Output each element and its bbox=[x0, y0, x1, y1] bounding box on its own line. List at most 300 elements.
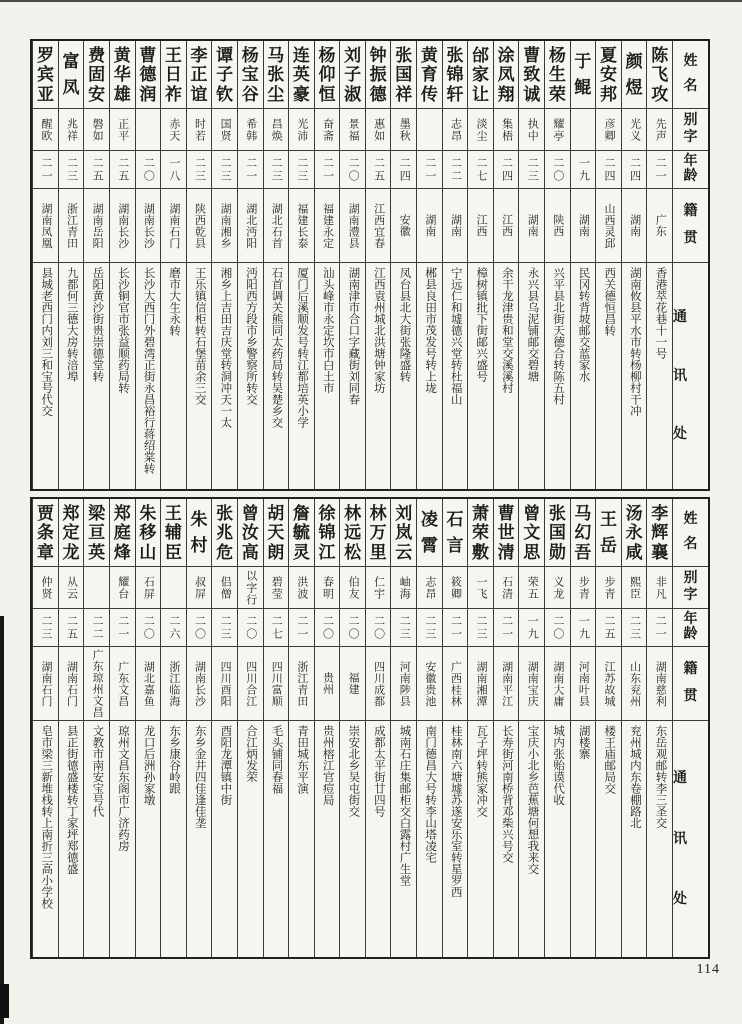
native-cell-text: 河南叶县 bbox=[577, 660, 590, 707]
name-cell: 萧 荣 敷 bbox=[468, 499, 493, 567]
address-cell bbox=[59, 263, 84, 489]
address-cell bbox=[110, 721, 135, 957]
address-cell bbox=[417, 263, 442, 489]
courtesy-cell-text: 义龙 bbox=[551, 575, 564, 600]
courtesy-cell bbox=[494, 567, 519, 609]
courtesy-cell-text: 时若 bbox=[193, 117, 206, 142]
age-cell-text: 二〇 bbox=[142, 614, 155, 641]
courtesy-cell-text: 伯友 bbox=[347, 575, 360, 600]
courtesy-cell-text: 从云 bbox=[65, 575, 78, 600]
native-cell bbox=[238, 647, 263, 721]
native-cell bbox=[571, 189, 596, 263]
entry-column bbox=[263, 499, 289, 957]
native-cell bbox=[187, 189, 212, 263]
courtesy-cell-text: 集梧 bbox=[500, 117, 513, 142]
courtesy-cell bbox=[187, 109, 212, 151]
address-cell-text: 成都太平街廿四号 bbox=[372, 725, 385, 817]
entry-column bbox=[493, 499, 519, 957]
native-cell-text: 广西桂林 bbox=[449, 660, 462, 707]
header-name: 姓 名 bbox=[673, 499, 708, 567]
address-cell bbox=[110, 263, 135, 489]
native-cell bbox=[519, 189, 544, 263]
address-cell-text: 湖南攸县平水市转杨柳村干冲 bbox=[628, 267, 641, 417]
address-cell bbox=[84, 721, 109, 957]
age-cell bbox=[33, 609, 58, 647]
age-cell bbox=[391, 609, 416, 647]
scan-edge-top bbox=[0, 0, 742, 2]
age-cell-text: 二一 bbox=[500, 614, 513, 641]
entry-column bbox=[135, 41, 161, 489]
native-cell-text: 湖南 bbox=[628, 214, 641, 237]
address-cell-text: 长沙大西门外碧湾正街永昌裕行蒋绍棠转 bbox=[142, 267, 155, 474]
age-cell bbox=[264, 609, 289, 647]
courtesy-cell bbox=[136, 109, 161, 151]
courtesy-cell bbox=[136, 567, 161, 609]
age-cell bbox=[545, 609, 570, 647]
courtesy-cell bbox=[366, 109, 391, 151]
courtesy-cell bbox=[596, 109, 621, 151]
native-cell-text: 湖北石首 bbox=[270, 202, 283, 249]
native-cell bbox=[136, 189, 161, 263]
age-cell-text: 二〇 bbox=[142, 156, 155, 183]
address-cell bbox=[238, 263, 263, 489]
age-cell-text: 二四 bbox=[398, 156, 411, 183]
native-cell bbox=[545, 647, 570, 721]
header-native: 籍 贯 bbox=[673, 647, 708, 721]
courtesy-cell bbox=[110, 567, 135, 609]
age-cell-text: 二三 bbox=[475, 614, 488, 641]
age-cell bbox=[315, 151, 340, 189]
age-cell-text: 二一 bbox=[244, 156, 257, 183]
native-cell bbox=[315, 647, 340, 721]
name-cell: 刘 岚 云 bbox=[391, 499, 416, 567]
age-cell bbox=[596, 609, 621, 647]
address-cell bbox=[366, 721, 391, 957]
age-cell bbox=[571, 151, 596, 189]
native-cell-text: 湖南 bbox=[449, 214, 462, 237]
age-cell-text: 二一 bbox=[295, 614, 308, 641]
entry-column bbox=[390, 41, 416, 489]
age-cell bbox=[366, 609, 391, 647]
native-cell bbox=[494, 189, 519, 263]
name-cell: 富 凤 bbox=[59, 41, 84, 109]
header-column bbox=[672, 499, 708, 957]
courtesy-cell-text: 步青 bbox=[577, 575, 590, 600]
courtesy-cell-text: 仲贤 bbox=[39, 575, 52, 600]
address-cell-text: 王乐镇信柜转石堡苗余三交 bbox=[193, 267, 206, 405]
courtesy-cell bbox=[33, 567, 58, 609]
native-cell bbox=[417, 647, 442, 721]
name-cell: 林 万 里 bbox=[366, 499, 391, 567]
courtesy-cell bbox=[571, 567, 596, 609]
courtesy-cell-text: 执中 bbox=[526, 117, 539, 142]
native-cell bbox=[212, 189, 237, 263]
age-cell-text: 二五 bbox=[603, 614, 616, 641]
name-cell: 凌 霄 bbox=[417, 499, 442, 567]
age-cell-text: 二〇 bbox=[347, 156, 360, 183]
age-cell-text: 二〇 bbox=[551, 614, 564, 641]
courtesy-cell bbox=[161, 109, 186, 151]
name-cell: 曹 世 清 bbox=[494, 499, 519, 567]
entry-column bbox=[442, 499, 468, 957]
age-cell bbox=[187, 609, 212, 647]
address-cell-text: 瓦子坪转熊家冲交 bbox=[475, 725, 488, 817]
age-cell bbox=[571, 609, 596, 647]
entry-column bbox=[109, 41, 135, 489]
native-cell-text: 广东琼州文昌 bbox=[91, 649, 104, 718]
native-cell bbox=[84, 647, 109, 721]
courtesy-cell-text: 耀亭 bbox=[551, 117, 564, 142]
native-cell-text: 湖南澧县 bbox=[347, 202, 360, 249]
age-cell bbox=[391, 151, 416, 189]
entry-column bbox=[442, 41, 468, 489]
courtesy-cell-text: 荣五 bbox=[526, 575, 539, 600]
courtesy-cell-text: 昌焕 bbox=[270, 117, 283, 142]
native-cell bbox=[212, 647, 237, 721]
age-cell bbox=[289, 151, 314, 189]
courtesy-cell-text: 碧莹 bbox=[270, 575, 283, 600]
courtesy-cell bbox=[647, 567, 672, 609]
entry-column bbox=[390, 499, 416, 957]
age-cell bbox=[136, 151, 161, 189]
age-cell-text: 二五 bbox=[91, 156, 104, 183]
name-cell: 费 固 安 bbox=[84, 41, 109, 109]
address-cell bbox=[340, 721, 365, 957]
name-cell: 钟 振 德 bbox=[366, 41, 391, 109]
age-cell-text: 二二 bbox=[449, 156, 462, 183]
name-cell: 李 正 谊 bbox=[187, 41, 212, 109]
native-cell bbox=[468, 189, 493, 263]
address-cell bbox=[264, 721, 289, 957]
courtesy-cell bbox=[545, 109, 570, 151]
address-cell-text: 城内张贻谟代收 bbox=[552, 725, 565, 806]
header-zi: 别 字 bbox=[673, 109, 708, 151]
age-cell bbox=[289, 609, 314, 647]
courtesy-cell-text: 仁宇 bbox=[372, 575, 385, 600]
address-cell-text: 长沙铜官市张益顺药局转 bbox=[116, 267, 129, 394]
native-cell-text: 湖北沔阳 bbox=[244, 202, 257, 249]
courtesy-cell bbox=[468, 567, 493, 609]
name-cell: 胡 天 朗 bbox=[264, 499, 289, 567]
age-cell-text: 二三 bbox=[270, 156, 283, 183]
courtesy-cell-text: 墨秋 bbox=[398, 117, 411, 142]
address-cell bbox=[238, 721, 263, 957]
entry-column bbox=[518, 499, 544, 957]
name-cell: 曹 德 润 bbox=[136, 41, 161, 109]
age-cell bbox=[110, 609, 135, 647]
address-cell-text: 西关德恒昌转 bbox=[603, 267, 616, 336]
native-cell-text: 四川成都 bbox=[372, 660, 385, 707]
age-cell bbox=[647, 151, 672, 189]
address-cell bbox=[212, 721, 237, 957]
age-cell bbox=[417, 609, 442, 647]
address-cell-text: 湖楼寨 bbox=[577, 725, 590, 760]
address-cell-text: 樟树镇批下街邮兴盛号 bbox=[475, 267, 488, 382]
native-cell bbox=[110, 189, 135, 263]
native-cell bbox=[596, 647, 621, 721]
courtesy-cell bbox=[622, 567, 647, 609]
header-column bbox=[672, 41, 708, 489]
courtesy-cell bbox=[33, 109, 58, 151]
age-cell-text: 二七 bbox=[475, 156, 488, 183]
address-cell-text: 毛头铺同春福 bbox=[270, 725, 283, 794]
native-cell bbox=[622, 647, 647, 721]
native-cell bbox=[238, 189, 263, 263]
address-cell bbox=[340, 263, 365, 489]
courtesy-cell bbox=[571, 109, 596, 151]
age-cell-text: 二一 bbox=[321, 156, 334, 183]
age-cell-text: 二一 bbox=[654, 156, 667, 183]
address-cell bbox=[468, 721, 493, 957]
age-cell-text: 二四 bbox=[500, 156, 513, 183]
address-cell-text: 贵州榕江官痘局 bbox=[321, 725, 334, 806]
courtesy-cell-text: 耀台 bbox=[116, 575, 129, 600]
address-cell bbox=[264, 263, 289, 489]
name-cell: 王 日 祚 bbox=[161, 41, 186, 109]
address-cell bbox=[391, 721, 416, 957]
age-cell bbox=[212, 151, 237, 189]
age-cell-text: 二五 bbox=[116, 156, 129, 183]
native-cell-text: 湖南宝庆 bbox=[526, 660, 539, 707]
age-cell-text: 二一 bbox=[449, 614, 462, 641]
native-cell-text: 湖南石门 bbox=[65, 660, 78, 707]
courtesy-cell-text: 国贤 bbox=[219, 117, 232, 142]
native-cell-text: 湖南慈利 bbox=[654, 660, 667, 707]
address-cell bbox=[59, 721, 84, 957]
address-cell bbox=[187, 721, 212, 957]
age-cell-text: 二三 bbox=[65, 156, 78, 183]
native-cell bbox=[264, 189, 289, 263]
address-cell-text: 岳阳黄沙街贵崇德堂转 bbox=[91, 267, 104, 382]
name-cell: 徐 锦 江 bbox=[315, 499, 340, 567]
entry-column bbox=[211, 41, 237, 489]
native-cell bbox=[417, 189, 442, 263]
name-cell: 颜 煜 bbox=[622, 41, 647, 109]
age-cell bbox=[622, 151, 647, 189]
address-cell-text: 宁远仁和墟德兴堂转杜福山 bbox=[449, 267, 462, 405]
address-cell bbox=[187, 263, 212, 489]
name-cell: 曹 致 诚 bbox=[519, 41, 544, 109]
age-cell bbox=[494, 609, 519, 647]
address-cell-text: 崇安北乡吴屯街交 bbox=[347, 725, 360, 817]
age-cell-text: 二四 bbox=[628, 156, 641, 183]
native-cell bbox=[391, 189, 416, 263]
address-cell bbox=[494, 263, 519, 489]
native-cell bbox=[494, 647, 519, 721]
age-cell bbox=[519, 151, 544, 189]
courtesy-cell-text: 熙臣 bbox=[628, 575, 641, 600]
native-cell bbox=[340, 189, 365, 263]
age-cell-text: 二三 bbox=[526, 156, 539, 183]
name-cell: 贾 条 章 bbox=[33, 499, 58, 567]
age-cell bbox=[187, 151, 212, 189]
name-cell: 张 锦 轩 bbox=[443, 41, 468, 109]
address-cell bbox=[622, 721, 647, 957]
courtesy-cell bbox=[494, 109, 519, 151]
courtesy-cell-text: 岫海 bbox=[398, 575, 411, 600]
native-cell-text: 湖南石门 bbox=[39, 660, 52, 707]
native-cell-text: 湖南大庸 bbox=[551, 660, 564, 707]
header-contact: 通 讯 处 bbox=[673, 310, 687, 442]
address-cell-text: 东乡金井四佳逢佳垄 bbox=[193, 725, 206, 829]
name-cell: 黄 育 传 bbox=[417, 41, 442, 109]
age-cell bbox=[136, 609, 161, 647]
courtesy-cell-text: 淡尘 bbox=[475, 117, 488, 142]
age-cell bbox=[596, 151, 621, 189]
native-cell bbox=[443, 189, 468, 263]
age-cell bbox=[417, 151, 442, 189]
address-cell-text: 合江炳发荣 bbox=[244, 725, 257, 783]
native-cell-text: 四川富顺 bbox=[270, 660, 283, 707]
age-cell-text: 二五 bbox=[65, 614, 78, 641]
name-cell: 杨 宝 谷 bbox=[238, 41, 263, 109]
address-cell-text: 东岳观邮转李三圣交 bbox=[654, 725, 667, 829]
age-cell-text: 二三 bbox=[39, 614, 52, 641]
native-cell-text: 湖南长沙 bbox=[116, 202, 129, 249]
courtesy-cell bbox=[187, 567, 212, 609]
courtesy-cell bbox=[596, 567, 621, 609]
native-cell-text: 湖南岳阳 bbox=[91, 202, 104, 249]
address-cell-text: 厦门后溪顺发号转江都培英小学 bbox=[296, 267, 309, 428]
native-cell-text: 湖南长沙 bbox=[193, 660, 206, 707]
age-cell bbox=[161, 609, 186, 647]
native-cell bbox=[315, 189, 340, 263]
courtesy-cell bbox=[417, 567, 442, 609]
address-cell bbox=[161, 263, 186, 489]
name-cell: 梁 亘 英 bbox=[84, 499, 109, 567]
courtesy-cell bbox=[161, 567, 186, 609]
age-cell-text: 一九 bbox=[577, 614, 590, 641]
name-cell: 刘 子 淑 bbox=[340, 41, 365, 109]
native-cell bbox=[545, 189, 570, 263]
native-cell bbox=[136, 647, 161, 721]
courtesy-cell-text: 奋斋 bbox=[321, 117, 334, 142]
native-cell-text: 安徽 bbox=[398, 214, 411, 237]
courtesy-cell bbox=[84, 109, 109, 151]
courtesy-cell-text: 洪波 bbox=[295, 575, 308, 600]
entry-column bbox=[365, 41, 391, 489]
age-cell bbox=[238, 151, 263, 189]
courtesy-cell bbox=[391, 109, 416, 151]
address-cell bbox=[443, 721, 468, 957]
address-cell bbox=[596, 263, 621, 489]
entry-column bbox=[314, 499, 340, 957]
native-cell bbox=[33, 189, 58, 263]
address-cell bbox=[136, 263, 161, 489]
entry-column bbox=[314, 41, 340, 489]
courtesy-cell bbox=[417, 109, 442, 151]
name-cell: 朱 移 山 bbox=[136, 499, 161, 567]
address-cell-text: 香港萃花巷十一号 bbox=[654, 267, 667, 359]
native-cell-text: 陕西乾县 bbox=[193, 202, 206, 249]
name-cell: 罗 宾 亚 bbox=[33, 41, 58, 109]
courtesy-cell bbox=[340, 567, 365, 609]
native-cell-text: 湖南 bbox=[526, 214, 539, 237]
age-cell bbox=[59, 609, 84, 647]
courtesy-cell bbox=[468, 109, 493, 151]
age-cell bbox=[340, 151, 365, 189]
native-cell-text: 湖南 bbox=[577, 214, 590, 237]
native-cell bbox=[161, 647, 186, 721]
age-cell bbox=[443, 609, 468, 647]
address-cell-text: 桂林南六塘墟苏遂安乐室转星罗西 bbox=[449, 725, 462, 898]
native-cell-text: 广东 bbox=[654, 214, 667, 237]
age-cell-text: 二〇 bbox=[321, 614, 334, 641]
age-cell bbox=[315, 609, 340, 647]
courtesy-cell-text: 先声 bbox=[654, 117, 667, 142]
courtesy-cell-text: 醒欧 bbox=[39, 117, 52, 142]
entry-column bbox=[339, 41, 365, 489]
address-cell-text: 琼州文昌东阁市广济药房 bbox=[116, 725, 129, 852]
courtesy-cell-text: 彦卿 bbox=[603, 117, 616, 142]
native-cell-text: 江西 bbox=[475, 214, 488, 237]
name-cell: 马 幻 吾 bbox=[571, 499, 596, 567]
age-cell-text: 二〇 bbox=[193, 614, 206, 641]
entry-column bbox=[595, 41, 621, 489]
courtesy-cell bbox=[264, 567, 289, 609]
age-cell bbox=[647, 609, 672, 647]
courtesy-cell bbox=[110, 109, 135, 151]
courtesy-cell bbox=[315, 567, 340, 609]
courtesy-cell bbox=[443, 109, 468, 151]
age-cell bbox=[59, 151, 84, 189]
native-cell bbox=[443, 647, 468, 721]
courtesy-cell bbox=[443, 567, 468, 609]
courtesy-cell-text: 非凡 bbox=[654, 575, 667, 600]
courtesy-cell-text: 侣僧 bbox=[219, 575, 232, 600]
age-cell-text: 一九 bbox=[577, 156, 590, 183]
courtesy-cell bbox=[59, 109, 84, 151]
address-cell-text: 楼王庙邮局交 bbox=[603, 725, 616, 794]
address-cell-text: 永兴县乌泥铺邮交碧塘 bbox=[526, 267, 539, 382]
courtesy-cell bbox=[289, 567, 314, 609]
address-cell-text: 磨市大生永转 bbox=[168, 267, 181, 336]
name-cell: 张 国 祥 bbox=[391, 41, 416, 109]
courtesy-cell-text: 磐如 bbox=[91, 117, 104, 142]
age-cell bbox=[545, 151, 570, 189]
address-cell bbox=[622, 263, 647, 489]
courtesy-cell bbox=[59, 567, 84, 609]
native-cell-text: 山西灵邱 bbox=[603, 202, 616, 249]
entry-column bbox=[237, 499, 263, 957]
age-cell-text: 二三 bbox=[193, 156, 206, 183]
address-cell-text: 文教市南安宝号代 bbox=[91, 725, 104, 817]
entry-column bbox=[83, 41, 109, 489]
entry-column bbox=[467, 499, 493, 957]
entry-column bbox=[518, 41, 544, 489]
name-cell: 马 张 尘 bbox=[264, 41, 289, 109]
age-cell-text: 二〇 bbox=[244, 614, 257, 641]
age-cell-text: 二三 bbox=[628, 614, 641, 641]
name-cell: 王 岳 bbox=[596, 499, 621, 567]
address-cell bbox=[571, 263, 596, 489]
address-cell bbox=[647, 721, 672, 957]
entry-column bbox=[288, 499, 314, 957]
address-cell-text: 石首调关熊同太药局转吴楚乡交 bbox=[270, 267, 283, 428]
address-cell-text: 东乡康谷岭跟 bbox=[168, 725, 181, 794]
entry-column bbox=[263, 41, 289, 489]
age-cell bbox=[110, 151, 135, 189]
age-cell bbox=[494, 151, 519, 189]
entry-column bbox=[339, 499, 365, 957]
native-cell bbox=[468, 647, 493, 721]
native-cell-text: 湖南湘乡 bbox=[219, 202, 232, 249]
native-cell-text: 浙江临海 bbox=[167, 660, 180, 707]
native-cell bbox=[289, 647, 314, 721]
address-cell bbox=[647, 263, 672, 489]
age-cell-text: 二三 bbox=[219, 156, 232, 183]
courtesy-cell-text: 石清 bbox=[500, 575, 513, 600]
